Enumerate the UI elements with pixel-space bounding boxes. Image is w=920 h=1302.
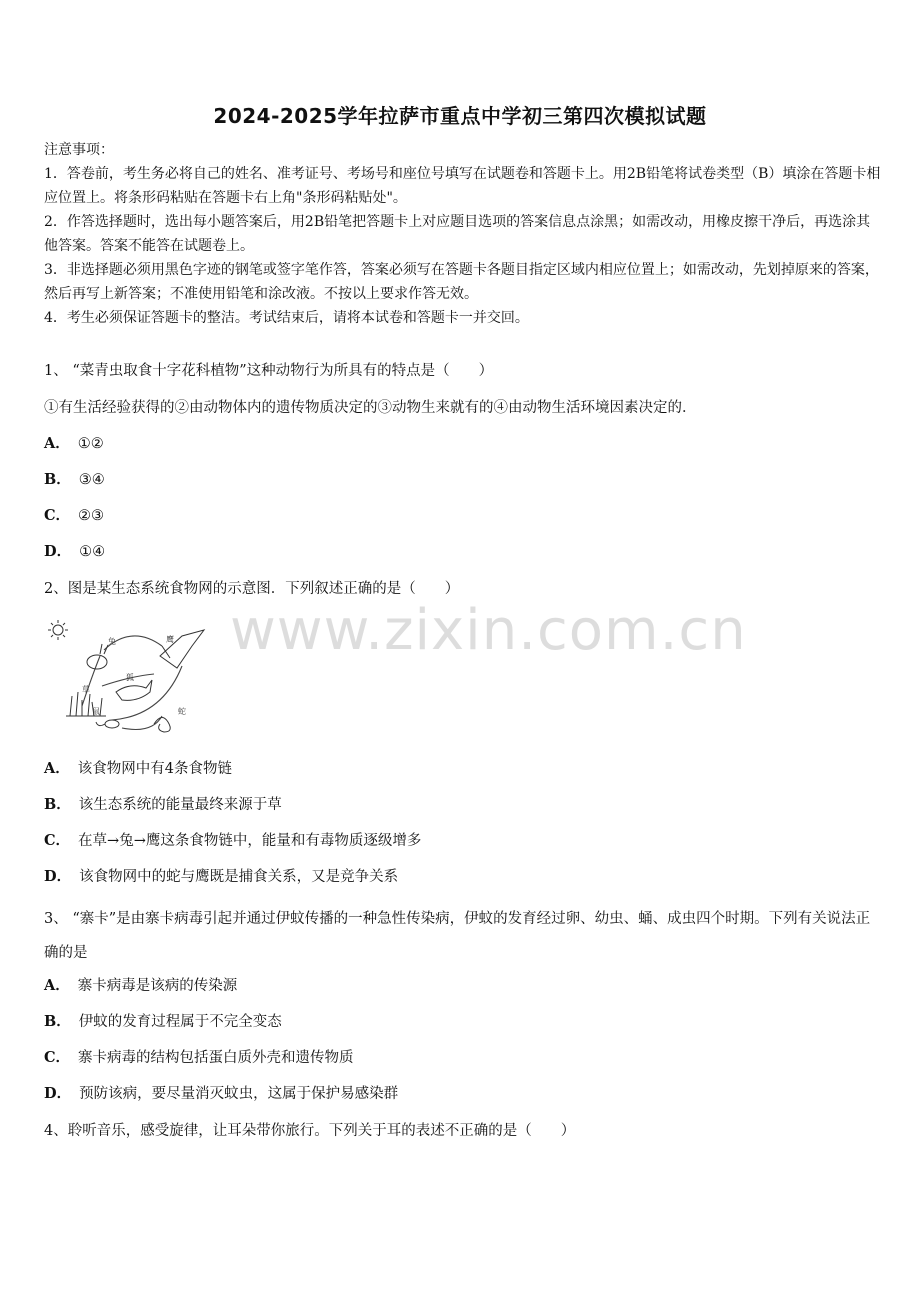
notes-item-1: 1．答卷前，考生务必将自己的姓名、准考证号、考场号和座位号填写在试题卷和答题卡上。用2B铅笔将试卷类型（B）填涂在答题卡相应位置上。将条形码粘贴在答题卡右上角"条形码粘贴处"。	[44, 166, 881, 206]
option-text: ①②	[77, 436, 104, 452]
option-text: ②③	[78, 508, 105, 524]
label-eagle: 鹰	[166, 635, 174, 644]
mouse-icon	[96, 720, 119, 728]
page-title: 2024-2025学年拉萨市重点中学初三第四次模拟试题	[213, 104, 707, 128]
option-letter: D．	[44, 1085, 72, 1102]
option-text: 在草→兔→鹰这条食物链中，能量和有毒物质逐级增多	[78, 833, 422, 849]
option-text: ①④	[79, 544, 106, 560]
notes-item-4: 4．考生必须保证答题卡的整洁。考试结束后，请将本试卷和答题卡一并交回。	[44, 310, 529, 326]
fox-icon	[116, 680, 152, 700]
label-fox: 狐	[126, 673, 134, 682]
q2-stem: 2、图是某生态系统食物网的示意图．下列叙述正确的是（ ）	[44, 581, 460, 597]
option-text: 预防该病，要尽量消灭蚊虫，这属于保护易感染群	[79, 1086, 399, 1102]
option-text: 寨卡病毒的结构包括蛋白质外壳和遗传物质	[78, 1050, 354, 1066]
q1-option-b[interactable]	[44, 469, 105, 491]
q2-option-c[interactable]	[44, 830, 421, 852]
q1-option-d[interactable]	[44, 541, 105, 563]
option-text: 伊蚊的发育过程属于不完全变态	[78, 1014, 282, 1030]
q3-option-b[interactable]	[44, 1011, 282, 1033]
option-letter: C．	[44, 507, 71, 524]
notes-heading: 注意事项：	[44, 142, 114, 158]
option-letter: D．	[44, 868, 72, 885]
food-web-figure	[42, 616, 212, 740]
label-mouse: 鼠	[92, 707, 100, 716]
notes-item-3: 3．非选择题必须用黑色字迹的钢笔或签字笔作答，答案必须写在答题卡各题目指定区域内相应位置上；如需改动，先划掉原来的答案，然后再写上新答案；不准使用铅笔和涂改液。不按以上要求作答无效。	[44, 262, 879, 302]
option-text: 寨卡病毒是该病的传染源	[77, 978, 238, 994]
sun-icon	[48, 620, 68, 640]
option-text: ③④	[78, 472, 105, 488]
rabbit-icon	[87, 644, 108, 669]
q1-sub: ①有生活经验获得的②由动物体内的遗传物质决定的③动物生来就有的④由动物生活环境因素决定的．	[44, 400, 697, 416]
option-letter: B．	[44, 796, 71, 813]
q4-stem: 4、聆听音乐，感受旋律，让耳朵带你旅行。下列关于耳的表述不正确的是（ ）	[44, 1123, 576, 1139]
option-text: 该食物网中有4条食物链	[77, 761, 232, 777]
option-letter: A．	[44, 977, 70, 994]
q3-option-a[interactable]	[44, 975, 237, 997]
option-text: 该生态系统的能量最终来源于草	[78, 797, 282, 813]
q3-option-c[interactable]	[44, 1047, 354, 1069]
notes-section	[44, 138, 884, 330]
label-grass: 草	[82, 685, 90, 694]
option-letter: A．	[44, 760, 70, 777]
q3-option-d[interactable]	[44, 1083, 398, 1105]
q3-stem: 3、 “寨卡”是由寨卡病毒引起并通过伊蚊传播的一种急性传染病，伊蚊的发育经过卵、幼虫、蛹、成虫四个时期。下列有关说法正确的是	[44, 911, 871, 961]
snake-icon	[154, 717, 170, 732]
option-text: 该食物网中的蛇与鹰既是捕食关系，又是竞争关系	[79, 869, 399, 885]
q1-option-c[interactable]	[44, 505, 104, 527]
label-rabbit: 兔	[108, 637, 116, 646]
option-letter: B．	[44, 471, 71, 488]
q1-option-a[interactable]	[44, 433, 104, 455]
q2-option-d[interactable]	[44, 866, 398, 888]
option-letter: C．	[44, 832, 71, 849]
label-snake: 蛇	[178, 707, 186, 716]
q2-option-b[interactable]	[44, 794, 282, 816]
watermark: www.zixin.com.cn	[230, 598, 747, 663]
notes-item-2: 2．作答选择题时，选出每小题答案后，用2B铅笔把答题卡上对应题目选项的答案信息点涂黑；如需改动，用橡皮擦干净后，再选涂其他答案。答案不能答在试题卷上。	[44, 214, 871, 254]
option-letter: D．	[44, 543, 72, 560]
option-letter: C．	[44, 1049, 71, 1066]
option-letter: B．	[44, 1013, 71, 1030]
q1-stem: 1、 “菜青虫取食十字花科植物”这种动物行为所具有的特点是（ ）	[44, 363, 494, 379]
option-letter: A．	[44, 435, 70, 452]
q2-option-a[interactable]	[44, 758, 232, 780]
